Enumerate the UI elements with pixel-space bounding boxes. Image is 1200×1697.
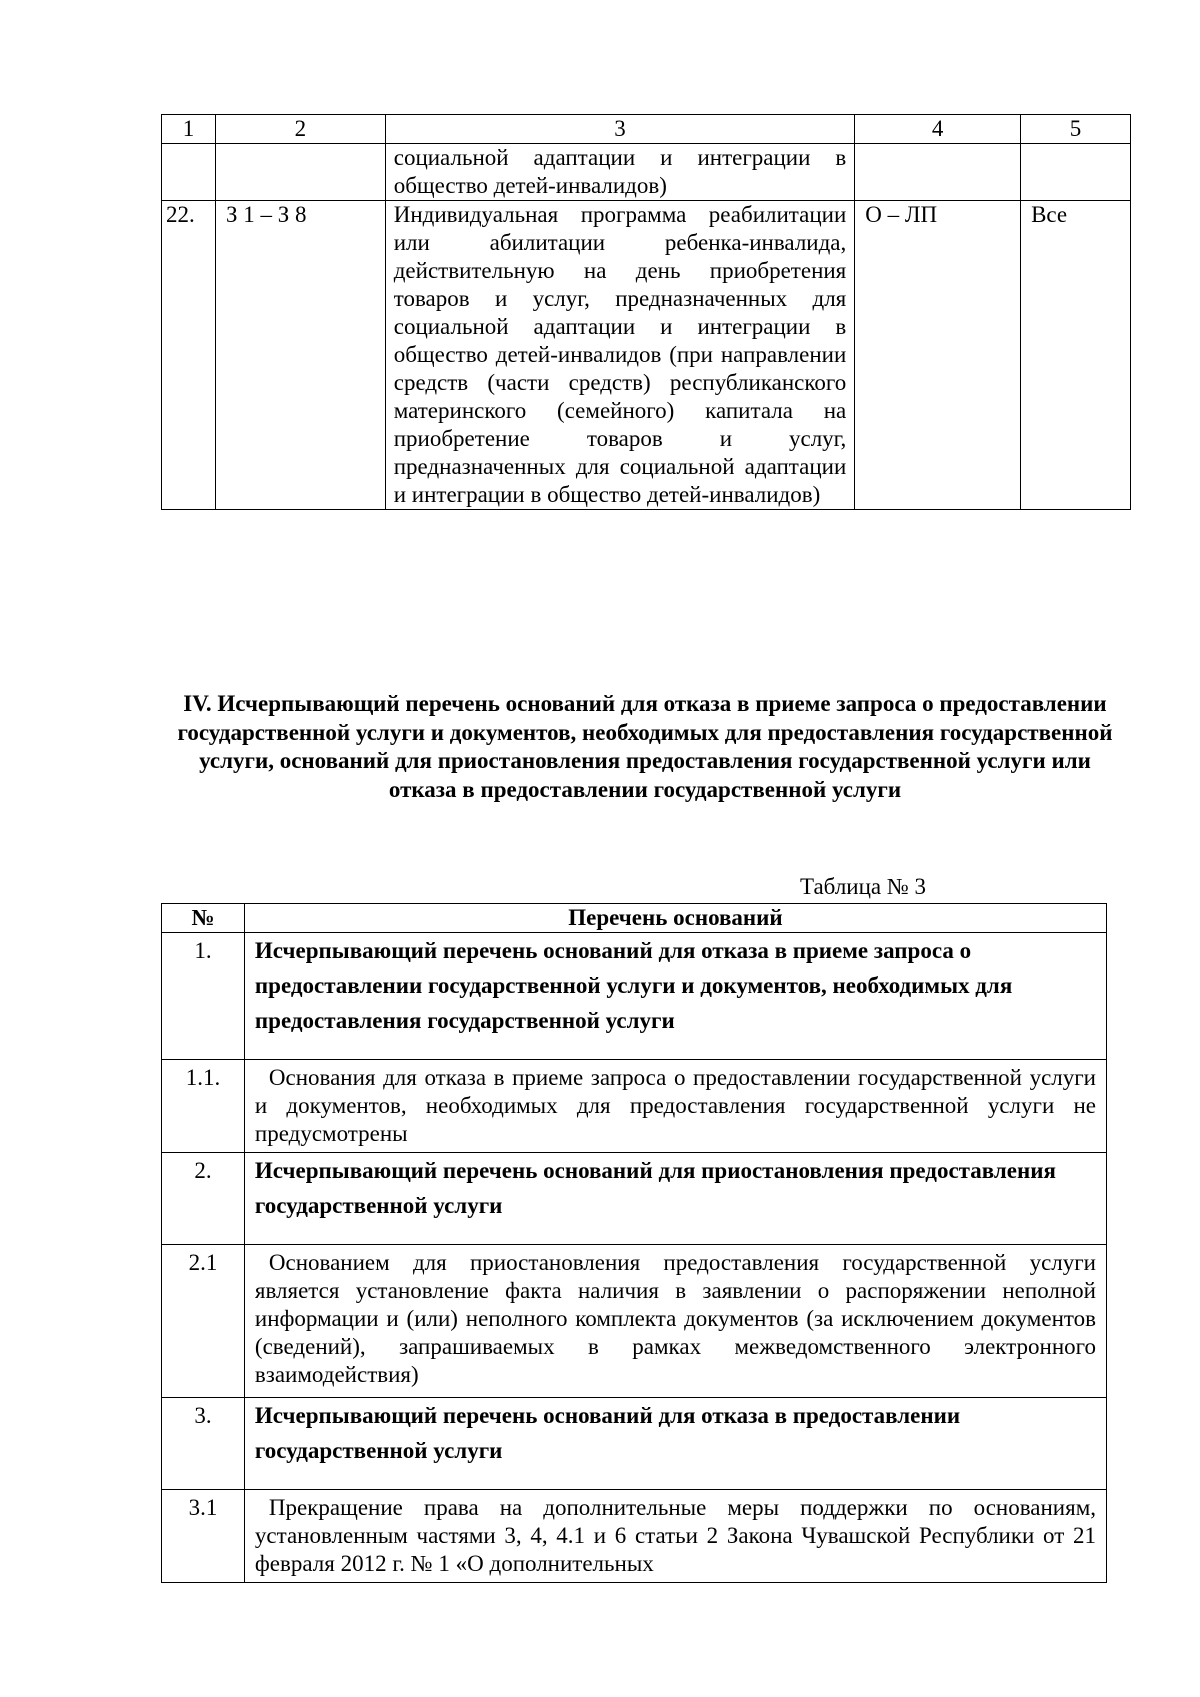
table-row xyxy=(162,1153,1107,1245)
requirements-table xyxy=(161,114,1131,510)
grounds-table xyxy=(161,903,1107,1583)
row-number: 22. xyxy=(162,201,216,510)
table-caption: Таблица № 3 xyxy=(800,874,927,899)
column-header-list: Перечень оснований xyxy=(244,904,1106,933)
row-text: Основания для отказа в приеме запроса о предоставлении государственной услуги и документов, необходимых для предоставления государственной услуги не предусмотрены xyxy=(244,1060,1106,1153)
table-header-row xyxy=(162,904,1107,933)
section-heading: Исчерпывающий перечень оснований для отказа в приеме запроса о предоставлении государственной услуги и документов, необходимых для предоставления государственной услуги xyxy=(244,933,1106,1060)
document-type: О – ЛП xyxy=(855,201,1021,510)
table-row xyxy=(162,144,1131,201)
row-number: 1. xyxy=(162,933,245,1060)
section-heading: Исчерпывающий перечень оснований для отказа в предоставлении государственной услуги xyxy=(244,1398,1106,1490)
continuation-text: социальной адаптации и интеграции в общество детей-инвалидов) xyxy=(385,144,855,201)
table-header-row xyxy=(162,115,1131,144)
column-header: 2 xyxy=(215,115,385,144)
row-number: 1.1. xyxy=(162,1060,245,1153)
table-row xyxy=(162,1490,1107,1583)
row-number: 2. xyxy=(162,1153,245,1245)
table-row xyxy=(162,1060,1107,1153)
table-row xyxy=(162,201,1131,510)
column-header-number: № xyxy=(162,904,245,933)
document-code: З 1 – З 8 xyxy=(215,201,385,510)
column-header: 3 xyxy=(385,115,855,144)
row-number: 3. xyxy=(162,1398,245,1490)
row-number: 3.1 xyxy=(162,1490,245,1583)
section-heading: Исчерпывающий перечень оснований для приостановления предоставления государственной услуги xyxy=(244,1153,1106,1245)
row-text: Основанием для приостановления предоставления государственной услуги является установление факта наличия в заявлении о распоряжении неполной информации и (или) неполного комплекта документов (за исключением документов (сведений), запрашиваемых в рамках межведомственного электронного взаимодействия) xyxy=(244,1245,1106,1398)
row-number: 2.1 xyxy=(162,1245,245,1398)
document-description: Индивидуальная программа реабилитации или абилитации ребенка-инвалида, действительную на день приобретения товаров и услуг, предназначенных для социальной адаптации и интеграции в общество детей-инвалидов (при направлении средств (части средств) республиканского материнского (семейного) капитала на приобретение товаров и услуг, предназначенных для социальной адаптации и интеграции в общество детей-инвалидов) xyxy=(385,201,855,510)
row-text: Прекращение права на дополнительные меры поддержки по основаниям, установленным частями 3, 4, 4.1 и 6 статьи 2 Закона Чувашской Республики от 21 февраля 2012 г. № 1 «О дополнительных xyxy=(244,1490,1106,1583)
table-row xyxy=(162,1245,1107,1398)
column-header: 4 xyxy=(855,115,1021,144)
column-header: 1 xyxy=(162,115,216,144)
table-row xyxy=(162,1398,1107,1490)
applicant-category: Все xyxy=(1021,201,1131,510)
table-row xyxy=(162,933,1107,1060)
column-header: 5 xyxy=(1021,115,1131,144)
section-title: IV. Исчерпывающий перечень оснований для отказа в приеме запроса о предоставлении государственной услуги и документов, необходимых для предоставления государственной услуги, оснований для приостановления предоставления государственной услуги или отказа в предоставлении государственной услуги xyxy=(177,691,1113,802)
